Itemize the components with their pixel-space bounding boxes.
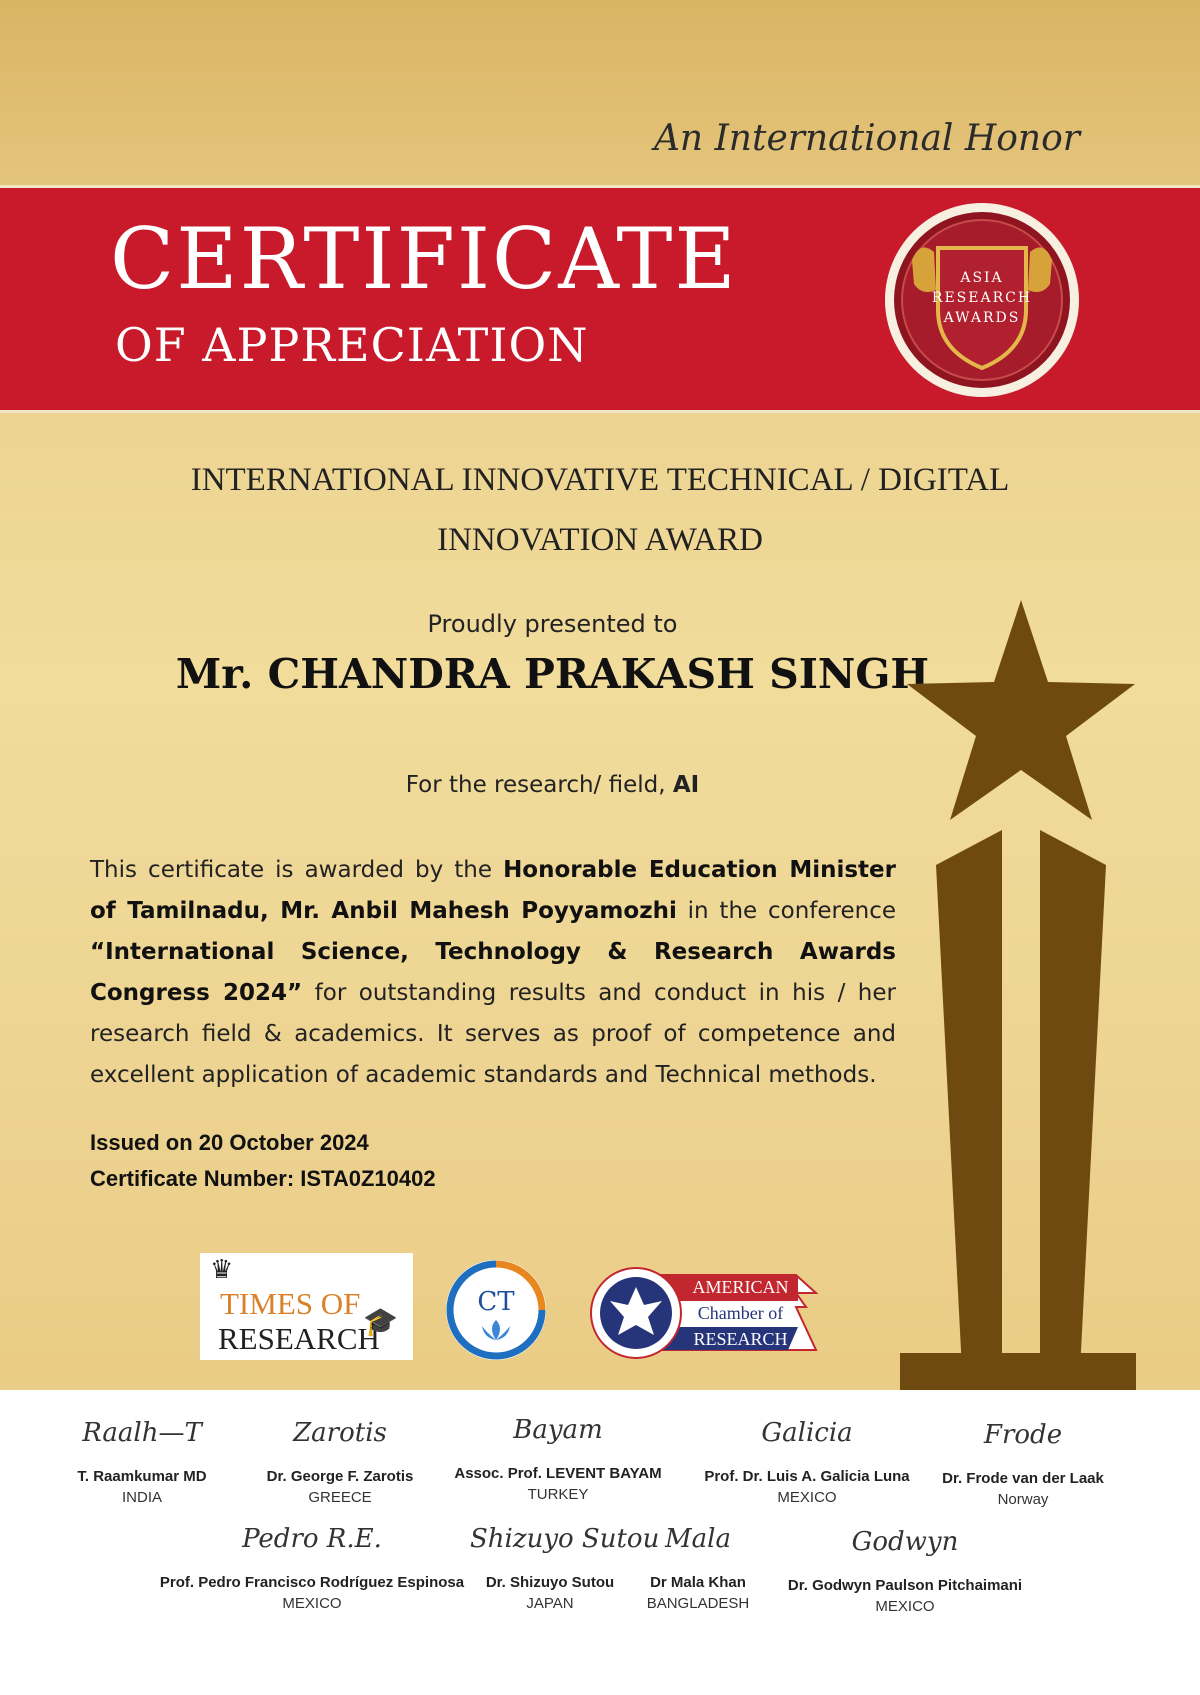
signatory-9	[770, 1527, 1040, 1615]
signature-3: Bayam	[513, 1415, 603, 1445]
signatory-country: MEXICO	[875, 1598, 935, 1615]
signatory-country: TURKEY	[527, 1486, 589, 1503]
signatory-country: BANGLADESH	[646, 1595, 750, 1612]
ct-logo-text: CT	[477, 1287, 515, 1317]
seal-line3: AWARDS	[943, 310, 1021, 326]
tor-line2: RESEARCH	[218, 1321, 380, 1356]
signatory-name: Assoc. Prof. LEVENT BAYAM	[454, 1465, 662, 1482]
american-chamber-of-research-logo	[588, 1265, 818, 1360]
signatory-name: Dr. Frode van der Laak	[942, 1470, 1104, 1487]
award-title-line1: INTERNATIONAL INNOVATIVE TECHNICAL / DIGITAL	[190, 462, 1010, 498]
issued-date: Issued on 20 October 2024	[90, 1130, 369, 1155]
award-title-line2: INNOVATION AWARD	[437, 522, 763, 558]
acr-line2: Chamber of	[697, 1303, 784, 1323]
seal-line2: RESEARCH	[931, 290, 1033, 306]
crown-icon: ♛	[210, 1255, 234, 1285]
signatory-1	[62, 1418, 222, 1506]
certificate-title: CERTIFICATE	[110, 210, 738, 308]
signature-2: Zarotis	[293, 1418, 387, 1448]
signatory-country: MEXICO	[282, 1595, 342, 1612]
signatory-8	[638, 1524, 758, 1612]
signature-1: Raalh—T	[82, 1418, 202, 1448]
graduation-cap-icon: 🎓	[363, 1305, 398, 1338]
presented-label: Proudly presented to	[427, 610, 678, 638]
signatory-3	[443, 1415, 673, 1503]
tor-line1: TIMES OF	[220, 1286, 361, 1321]
body-bold-conference: “International Science, Technology & Research Awards Congress 2024”	[90, 939, 896, 1006]
signature-6: Pedro R.E.	[242, 1524, 382, 1554]
body-text-3: for outstanding results and conduct in his / her research field & academics. It serves as proof of competence and excellent application of academic standards and Technical methods.	[90, 980, 896, 1088]
signatory-country: INDIA	[121, 1489, 162, 1506]
signatory-name: Prof. Dr. Luis A. Galicia Luna	[704, 1468, 910, 1485]
signatory-7	[470, 1524, 660, 1612]
times-of-research-logo	[200, 1253, 413, 1360]
signatory-name: T. Raamkumar MD	[77, 1468, 207, 1485]
issue-details	[90, 1125, 436, 1197]
signatory-2	[245, 1418, 435, 1506]
signatory-country: GREECE	[308, 1489, 372, 1506]
signatory-5	[928, 1420, 1118, 1508]
signatory-country: Norway	[997, 1491, 1049, 1508]
signatory-name: Dr Mala Khan	[650, 1574, 746, 1591]
body-text-1: This certificate is awarded by the	[90, 857, 504, 883]
signatory-name: Dr. Godwyn Paulson Pitchaimani	[787, 1577, 1023, 1594]
field-value: AI	[672, 772, 700, 798]
signature-5: Frode	[983, 1420, 1063, 1450]
body-text-2: in the conference	[676, 898, 896, 924]
body-bold-minister: Honorable Education Minister of Tamilnadu, Mr. Anbil Mahesh Poyyamozhi	[90, 857, 896, 924]
signatory-name: Prof. Pedro Francisco Rodríguez Espinosa	[159, 1574, 465, 1591]
certificate-subtitle: OF APPRECIATION	[115, 318, 589, 372]
certificate-number: Certificate Number: ISTA0Z10402	[90, 1166, 436, 1191]
recipient-name: Mr. CHANDRA PRAKASH SINGH	[175, 650, 930, 698]
signatory-4	[692, 1418, 922, 1506]
signature-7: Shizuyo Sutou	[470, 1524, 660, 1554]
trophy-star-graphic	[900, 600, 1160, 1390]
acr-line3: RESEARCH	[693, 1329, 788, 1349]
signatory-6	[142, 1524, 482, 1612]
honor-tagline: An International Honor	[653, 118, 1080, 159]
signatory-country: MEXICO	[777, 1489, 837, 1506]
ct-logo	[444, 1258, 548, 1362]
signatory-name: Dr. George F. Zarotis	[266, 1468, 414, 1485]
asia-research-awards-seal	[882, 200, 1082, 400]
field-prefix: For the research/ field,	[405, 772, 673, 798]
signatory-country: JAPAN	[526, 1595, 574, 1612]
signature-8: Mala	[665, 1524, 731, 1554]
certificate-body	[90, 850, 896, 1096]
signature-9: Godwyn	[851, 1527, 959, 1557]
seal-line1: ASIA	[960, 270, 1004, 286]
signature-4: Galicia	[761, 1418, 853, 1448]
signatory-name: Dr. Shizuyo Sutou	[485, 1574, 615, 1591]
acr-line1: AMERICAN	[692, 1277, 789, 1297]
